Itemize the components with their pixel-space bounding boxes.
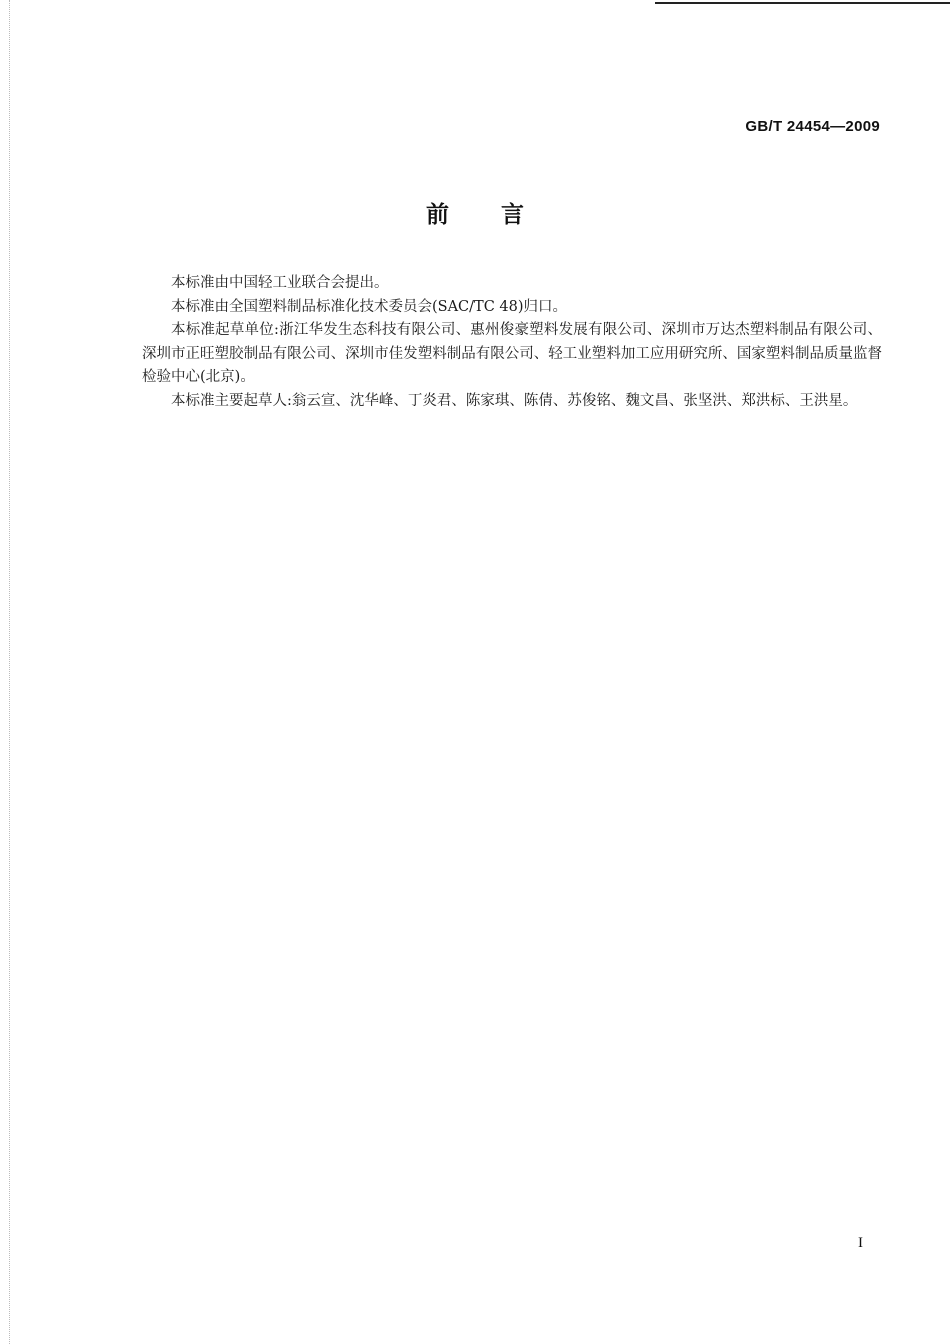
- paragraph-drafting-units: 本标准起草单位:浙江华发生态科技有限公司、惠州俊豪塑料发展有限公司、深圳市万达杰塑料制品有限公司、深圳市正旺塑胶制品有限公司、深圳市佳发塑料制品有限公司、轻工业塑料加工应用研究所、国家塑料制品质量监督检验中心(北京)。: [142, 322, 882, 385]
- foreword-body: [142, 272, 882, 413]
- page-number: I: [858, 1235, 863, 1251]
- top-rule: [655, 2, 950, 4]
- standard-number: GB/T 24454—2009: [745, 118, 880, 135]
- paragraph-drafters: 本标准主要起草人:翁云宣、沈华峰、丁炎君、陈家琪、陈倩、苏俊铭、魏文昌、张坚洪、郑洪标、王洪星。: [171, 392, 858, 409]
- paragraph-committee: 本标准由全国塑料制品标准化技术委员会(SAC/TC 48)归口。: [171, 298, 568, 315]
- paragraph-proposer: 本标准由中国轻工业联合会提出。: [171, 275, 389, 291]
- page-title: 前言: [426, 202, 576, 228]
